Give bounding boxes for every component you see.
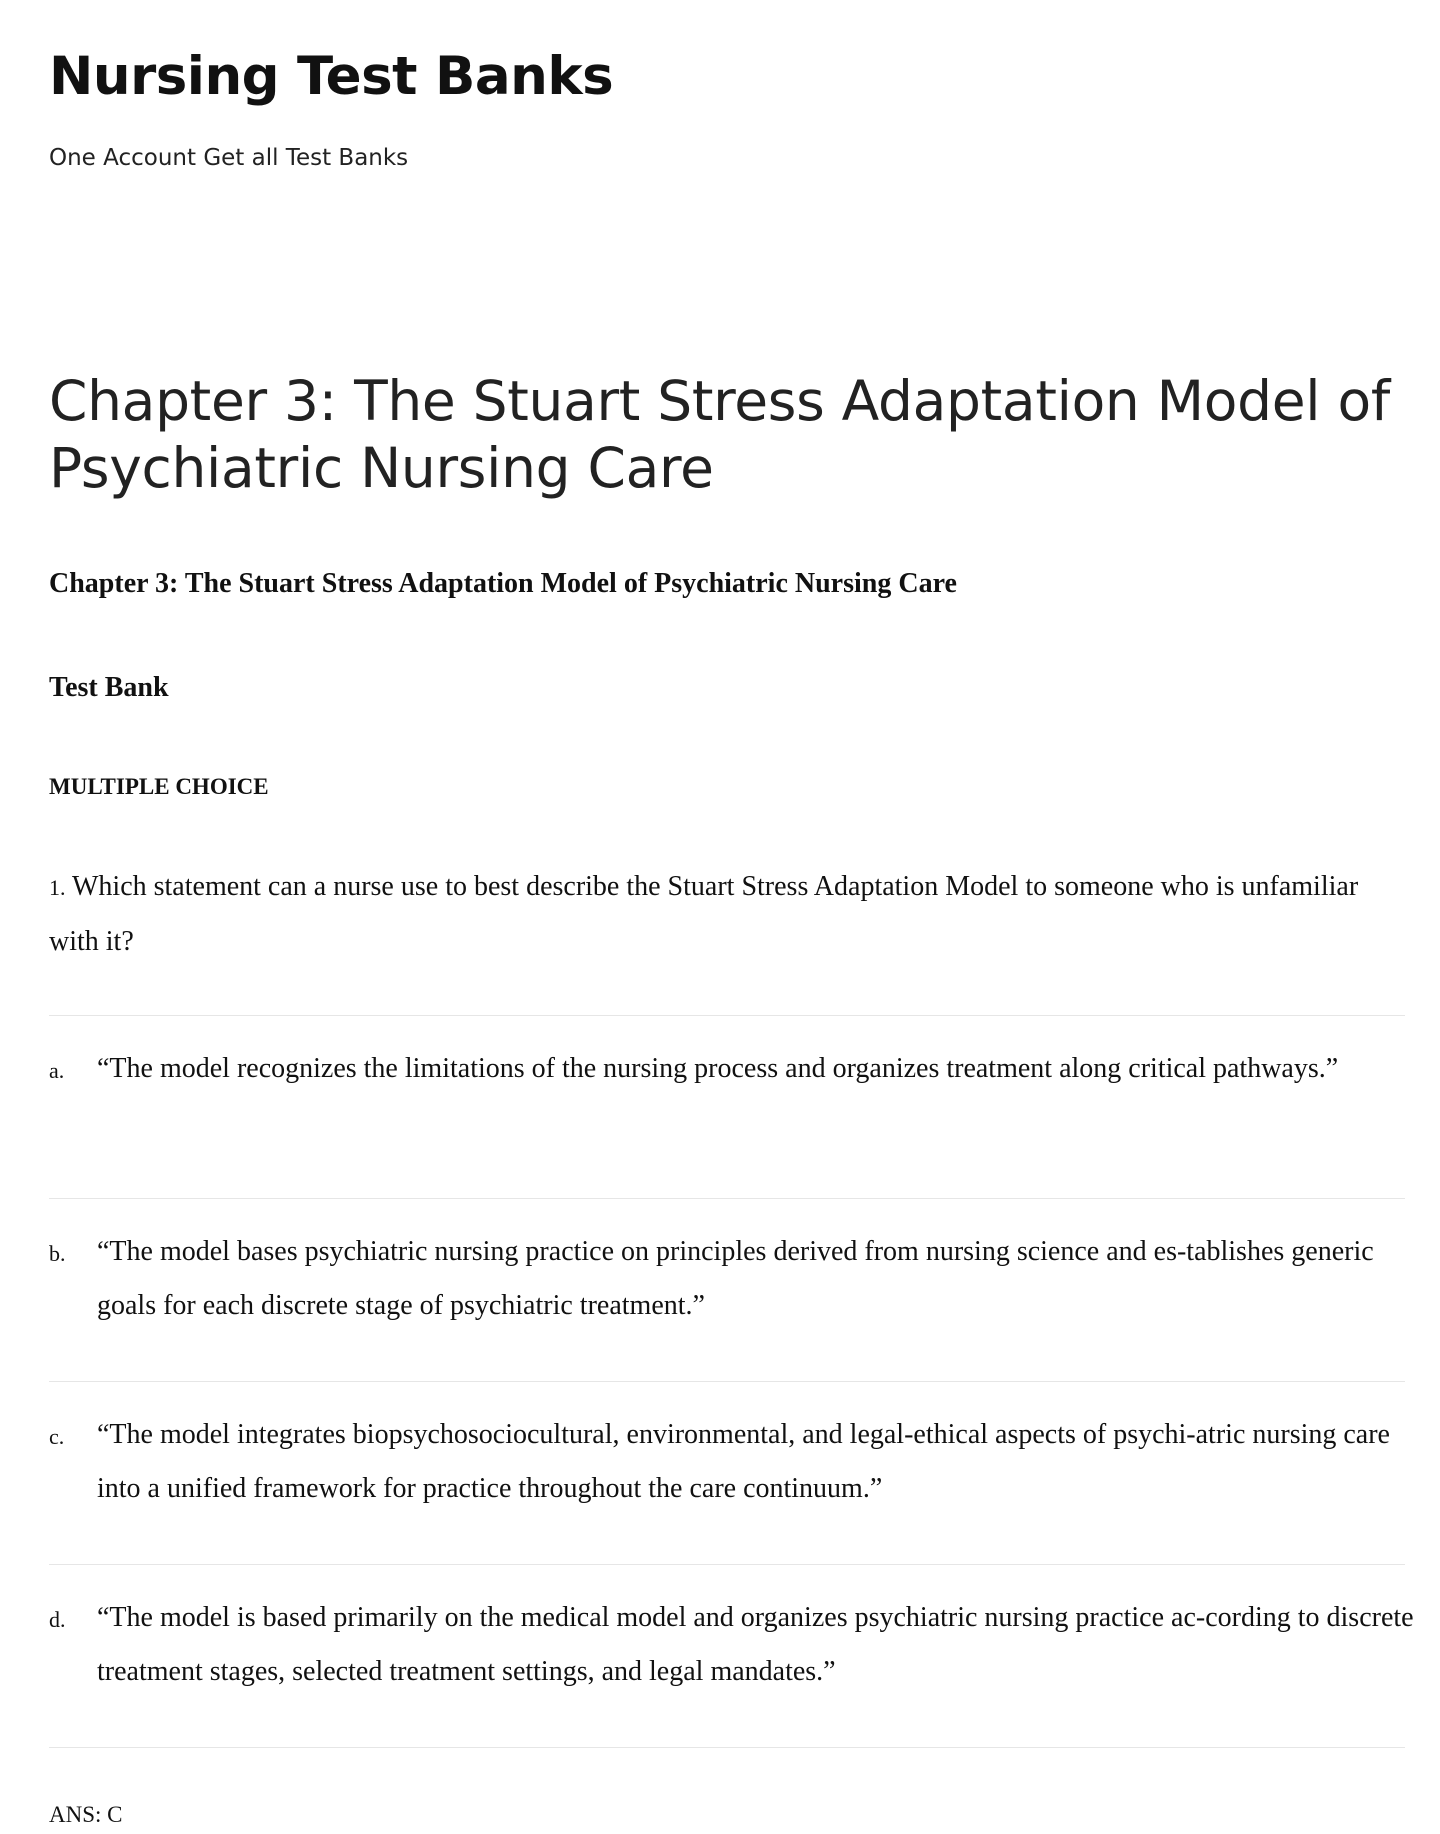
answer-key: ANS: C bbox=[49, 1802, 123, 1827]
section-label: Test Bank bbox=[49, 672, 169, 703]
option-text: “The model bases psychiatric nursing practice on principles derived from nursing science and es-tablishes generic goals for each discrete stage of psychiatric treatment.” bbox=[97, 1236, 1374, 1321]
page-title: Chapter 3: The Stuart Stress Adaptation Model of Psychiatric Nursing Care bbox=[49, 369, 1390, 500]
option-text: “The model integrates biopsychosociocultural, environmental, and legal-ethical aspects of psychi-atric nursing care into a unified framework for practice throughout the care continuum.” bbox=[97, 1419, 1390, 1504]
site-title[interactable]: Nursing Test Banks bbox=[49, 46, 614, 107]
option-text: “The model is based primarily on the medical model and organizes psychiatric nursing practice ac-cording to discrete treatment stages, selected treatment settings, and legal mandates.” bbox=[97, 1602, 1414, 1687]
option-letter: c. bbox=[49, 1424, 65, 1449]
question-number: 1. bbox=[49, 875, 66, 900]
answer-option bbox=[49, 1564, 1414, 1748]
question-text: Which statement can a nurse use to best describe the Stuart Stress Adaptation Model to someone who is unfamiliar with it? bbox=[49, 871, 1359, 957]
answer-option bbox=[49, 1015, 1405, 1198]
option-text: “The model recognizes the limitations of the nursing process and organizes treatment along critical pathways.” bbox=[97, 1053, 1339, 1084]
site-tagline: One Account Get all Test Banks bbox=[49, 145, 409, 171]
option-letter: d. bbox=[49, 1607, 66, 1632]
answer-option bbox=[49, 1198, 1405, 1381]
question-stem bbox=[49, 860, 1405, 969]
option-letter: a. bbox=[49, 1058, 65, 1083]
chapter-heading: Chapter 3: The Stuart Stress Adaptation Model of Psychiatric Nursing Care bbox=[49, 568, 957, 599]
question-type-label: MULTIPLE CHOICE bbox=[49, 774, 269, 799]
answer-options-list bbox=[49, 1015, 1414, 1748]
option-letter: b. bbox=[49, 1241, 66, 1266]
answer-option bbox=[49, 1381, 1405, 1564]
